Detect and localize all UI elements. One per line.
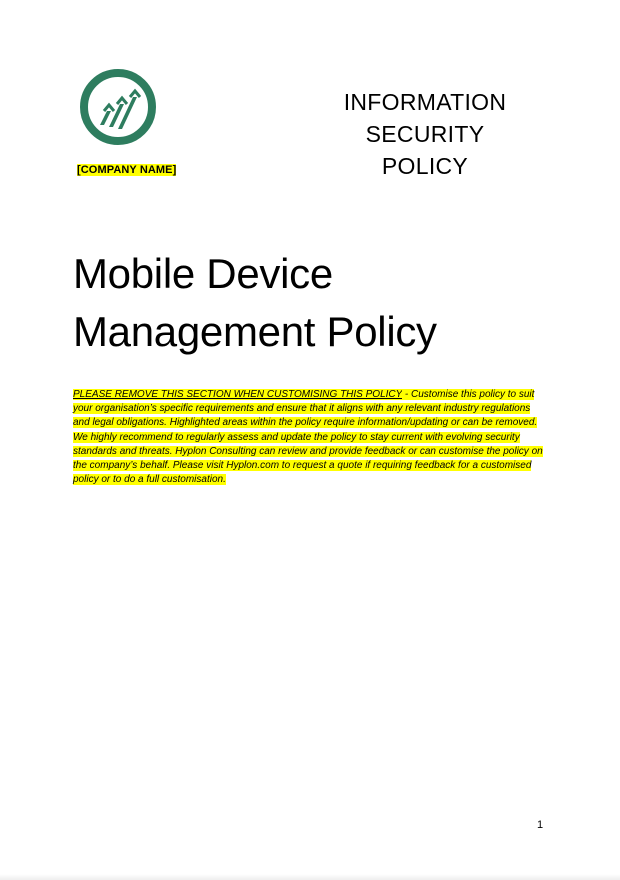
document-title-line-1: Mobile Device xyxy=(73,250,333,297)
document-type-line-2: SECURITY POLICY xyxy=(365,121,485,179)
company-name-placeholder: [COMPANY NAME] xyxy=(77,164,177,176)
document-title xyxy=(73,245,437,361)
page-edge xyxy=(0,874,620,880)
document-type-line-1: INFORMATION xyxy=(343,89,507,115)
customisation-notice-body: - Customise this policy to suit your organisation’s specific requirements and ensure that it aligns with any relevant industry regulations and legal obligations. Highlighted areas within the policy require information/updating or can be removed. We highly recommend to regularly assess and update the policy to stay current with evolving security standards and threats. Hyplon Consulting can review and provide feedback or can customise the policy on the company’s behalf. Please visit Hyplon.com to request a quote if requiring feedback for a customised policy or to do a full customisation. xyxy=(73,389,543,486)
customisation-notice-lead: PLEASE REMOVE THIS SECTION WHEN CUSTOMISING THIS POLICY xyxy=(73,389,403,400)
company-logo-icon xyxy=(78,67,158,147)
document-title-line-2: Management Policy xyxy=(73,308,437,355)
document-type-heading xyxy=(320,86,530,182)
customisation-notice xyxy=(73,388,545,487)
page-number: 1 xyxy=(537,819,544,831)
